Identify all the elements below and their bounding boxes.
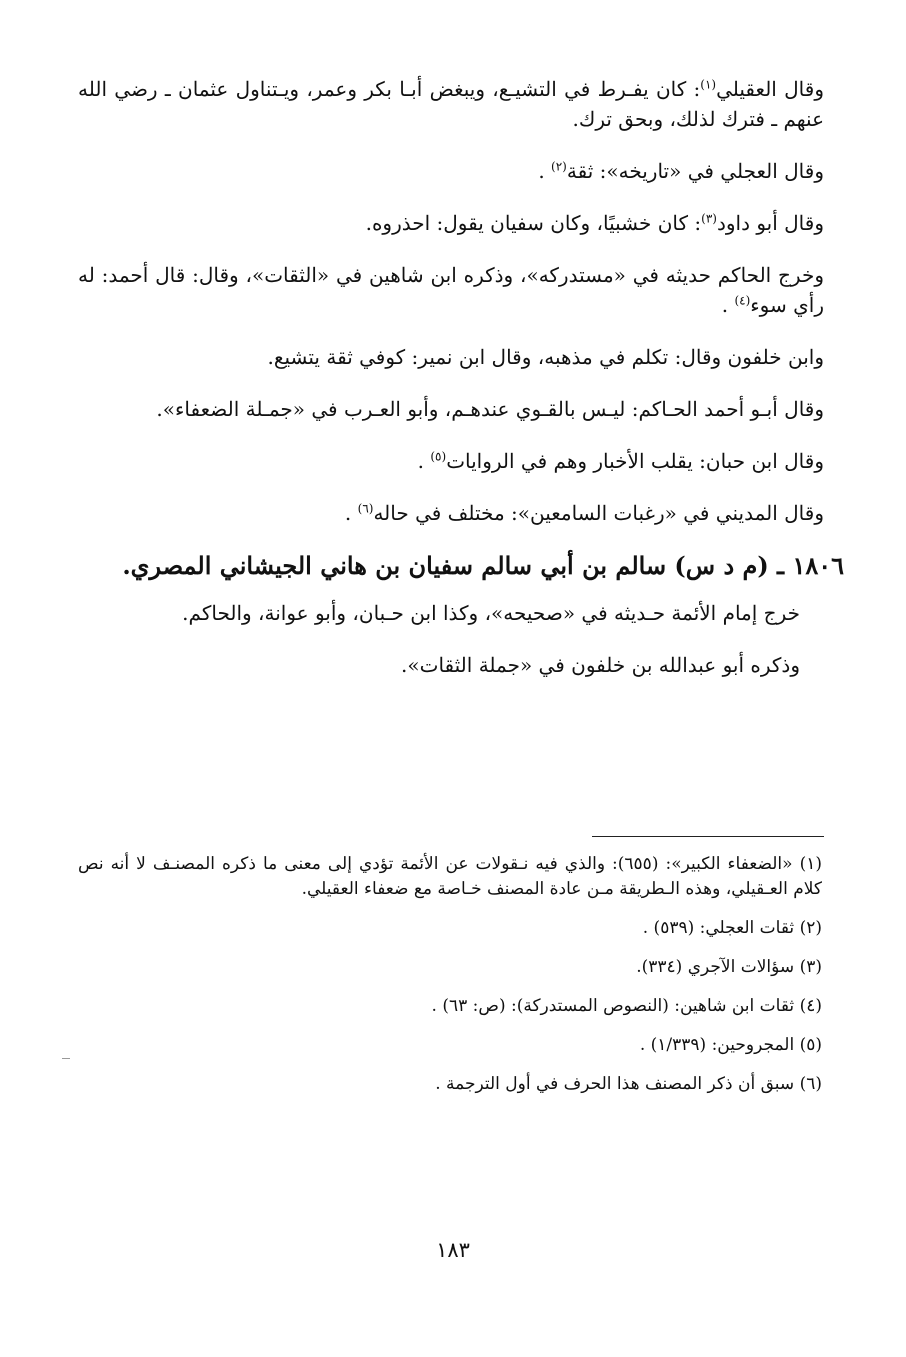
- paragraph-text: وابن خلفون وقال: تكلم في مذهبه، وقال ابن نمير: كوفي ثقة يتشيع.: [267, 345, 824, 369]
- paragraph-text: .: [417, 449, 431, 473]
- paragraph-1: [78, 74, 824, 134]
- paragraph-text: وقال أبـو أحمد الحـاكم: ليـس بالقـوي عندهـم، وأبو العـرب في «جمـلة الضعفاء».: [156, 397, 824, 421]
- footnote-separator: [592, 836, 824, 837]
- footnote-ref: (٦): [357, 501, 374, 516]
- footnote-ref: (٥): [430, 449, 447, 464]
- paragraph-9: خرج إمام الأئمة حـديثه في «صحيحه»، وكذا ابن حـبان، وأبو عوانة، والحاكم.: [182, 601, 800, 625]
- paragraph-text: : كان يفـرط في التشيـع، ويبغض أبـا بكر وعمر، ويـتناول عثمان ـ رضي الله عنهم ـ فترك لذلك، وبحق ترك.: [78, 77, 824, 131]
- footnote-number: (١): [799, 854, 822, 874]
- main-text: [78, 74, 844, 702]
- footnote-number: (٥): [799, 1035, 822, 1055]
- paragraph-text: .: [721, 293, 735, 317]
- footnote-2: [78, 916, 822, 941]
- paragraph-10: وذكره أبو عبدالله بن خلفون في «جملة الثقات».: [401, 653, 800, 677]
- footnote-number: (٤): [799, 996, 822, 1016]
- footnote-number: (٣): [799, 957, 822, 977]
- paragraph-text: وخرج الحاكم حديثه في «مستدركه»، وذكره ابن شاهين في «الثقات»، وقال: قال أحمد: له رأي سوء: [78, 263, 824, 317]
- footnote-ref: (٢): [551, 159, 567, 174]
- footnote-ref: (١): [700, 77, 717, 92]
- footnote-6: [78, 1072, 822, 1097]
- footnote-4: [78, 994, 822, 1019]
- paragraph-7: [78, 446, 824, 476]
- paragraph-5: [78, 342, 824, 372]
- footnote-number: (٦): [799, 1074, 822, 1094]
- footnote-text: «الضعفاء الكبير»: (٦٥٥): والذي فيه نـقولات عن الأئمة تؤدي إلى معنى ما ذكره المصنـف لا أنه نص كلام العـقيلي، وهذه الـطريقة مـن عادة المصنف خـاصة مع ضعفاء العقيلي.: [78, 854, 822, 899]
- footnote-text: المجروحين: (١/٣٣٩) .: [639, 1035, 795, 1055]
- paragraph-text: .: [344, 501, 358, 525]
- paragraph-text: .: [538, 159, 552, 183]
- footnote-text: ثقات ابن شاهين: (النصوص المستدركة): (ص: ٦٣) .: [431, 996, 795, 1016]
- footnote-ref: (٤): [734, 293, 751, 308]
- footnote-ref: (٣): [701, 211, 717, 226]
- paragraph-text: وقال ابن حبان: يقلب الأخبار وهم في الروايات: [446, 449, 824, 473]
- paragraph-text: وقال العقيلي: [716, 77, 824, 101]
- paragraph-text: وقال المديني في «رغبات السامعين»: مختلف في حاله: [373, 501, 824, 525]
- footnote-text: سؤالات الآجري (٣٣٤).: [636, 957, 795, 977]
- footnote-3: [78, 955, 822, 980]
- paragraph-text: وقال العجلي في «تاريخه»: ثقة: [566, 159, 824, 183]
- paragraph-8: [78, 498, 824, 528]
- footnote-1: [78, 852, 822, 902]
- paragraph-6: [78, 394, 824, 424]
- footnote-text: ثقات العجلي: (٥٣٩) .: [642, 918, 795, 938]
- page-number: ١٨٣: [436, 1238, 470, 1262]
- paragraph-text: وقال أبو داود: [716, 211, 824, 235]
- scan-edge-mark: [62, 1058, 70, 1059]
- paragraph-2: [78, 156, 824, 186]
- entry-heading: ١٨٠٦ ـ (م د س) سالم بن أبي سالم سفيان بن هاني الجيشاني المصري.: [122, 551, 844, 580]
- footnotes: [78, 852, 822, 1111]
- footnote-text: سبق أن ذكر المصنف هذا الحرف في أول الترجمة .: [435, 1074, 795, 1094]
- paragraph-4: [78, 260, 824, 320]
- paragraph-3: [78, 208, 824, 238]
- paragraph-text: : كان خشبيًا، وكان سفيان يقول: احذروه.: [365, 211, 702, 235]
- footnote-number: (٢): [799, 918, 822, 938]
- footnote-5: [78, 1033, 822, 1058]
